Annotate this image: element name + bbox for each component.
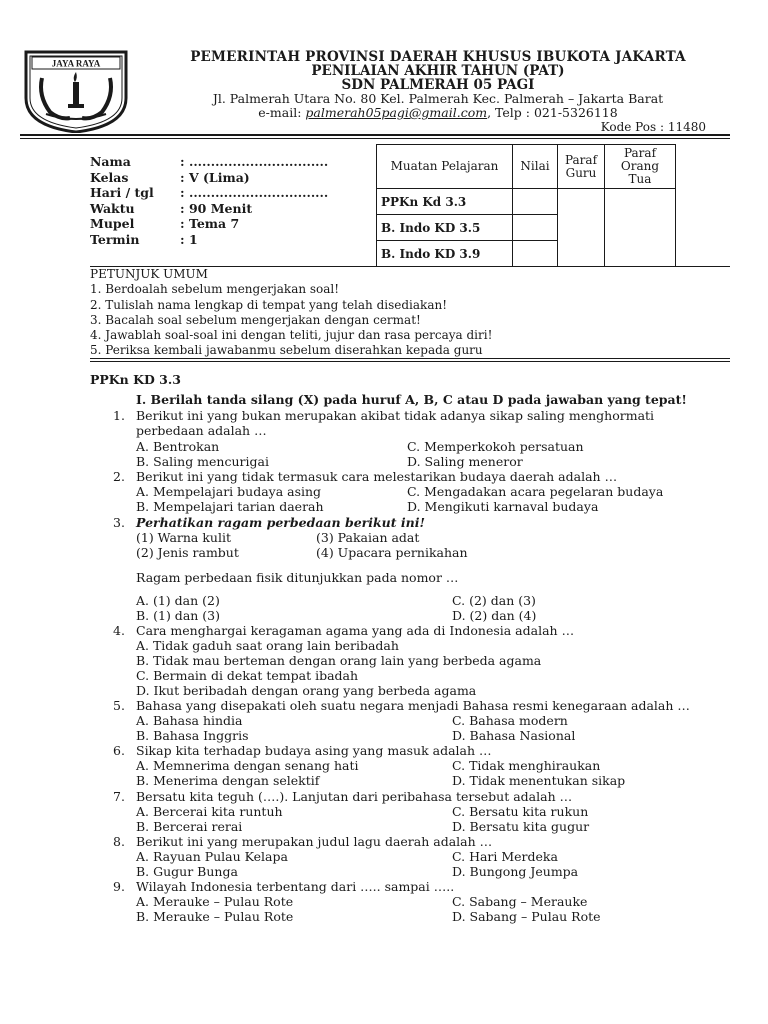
option-c[interactable]: C. (2) dan (3) bbox=[452, 593, 536, 608]
question-text: Cara menghargai keragaman agama yang ada di Indonesia adalah … bbox=[136, 623, 575, 638]
score-table bbox=[376, 144, 676, 267]
option-a[interactable]: A. Merauke – Pulau Rote bbox=[136, 894, 294, 909]
identity-label: Kelas bbox=[90, 169, 129, 185]
instruction-item: 2. Tulislah nama lengkap di tempat yang telah disediakan! bbox=[90, 297, 448, 312]
header-divider-thin bbox=[20, 138, 730, 139]
instruction-item: 5. Periksa kembali jawabanmu sebelum diserahkan kepada guru bbox=[90, 343, 483, 358]
score-header-nilai: Nilai bbox=[513, 145, 558, 189]
instructions-divider bbox=[90, 358, 730, 359]
header-divider bbox=[20, 134, 730, 136]
instruction-item: 1. Berdoalah sebelum mengerjakan soal! bbox=[90, 282, 340, 297]
option-b[interactable]: B. Gugur Bunga bbox=[136, 864, 238, 879]
option-b[interactable]: B. Menerima dengan selektif bbox=[136, 773, 320, 788]
option-a[interactable]: A. Bercerai kita runtuh bbox=[136, 804, 283, 819]
question-number: 8. bbox=[113, 834, 125, 849]
instructions-title: PETUNJUK UMUM bbox=[90, 266, 730, 282]
header-contact bbox=[150, 106, 726, 120]
diversity-item: (4) Upacara pernikahan bbox=[316, 545, 468, 560]
identity-value: : 1 bbox=[180, 231, 198, 247]
option-a[interactable]: A. Bahasa hindia bbox=[136, 713, 243, 728]
question-text: Perhatikan ragam perbedaan berikut ini! bbox=[136, 515, 425, 530]
diversity-item: (1) Warna kulit bbox=[136, 530, 231, 545]
score-row-subject: PPKn Kd 3.3 bbox=[377, 189, 513, 215]
option-b[interactable]: B. Tidak mau berteman dengan orang lain yang berbeda agama bbox=[136, 653, 542, 668]
identity-row-waktu bbox=[90, 201, 328, 217]
instruction-item: 4. Jawablah soal-soal ini dengan teliti, jujur dan rasa percaya diri! bbox=[90, 328, 493, 343]
option-b[interactable]: B. Bahasa Inggris bbox=[136, 728, 249, 743]
option-b[interactable]: B. Saling mencurigai bbox=[136, 454, 269, 469]
identity-label: Hari / tgl bbox=[90, 185, 154, 200]
identity-value: : Tema 7 bbox=[180, 216, 240, 231]
option-a[interactable]: A. (1) dan (2) bbox=[136, 593, 220, 608]
question-number: 4. bbox=[113, 623, 125, 638]
header-exam-title: PENILAIAN AKHIR TAHUN (PAT) bbox=[311, 63, 565, 79]
exercise-instruction: I. Berilah tanda silang (X) pada huruf A, B, C atau D pada jawaban yang tepat! bbox=[136, 392, 687, 407]
option-c[interactable]: C. Memperkokoh persatuan bbox=[407, 439, 584, 454]
question-text: Berikut ini yang bukan merupakan akibat tidak adanya sikap saling menghormati perbedaan adalah … bbox=[136, 408, 655, 439]
score-cell-paraf-guru[interactable] bbox=[558, 189, 605, 267]
identity-label: Termin bbox=[90, 231, 140, 247]
option-d[interactable]: D. Sabang – Pulau Rote bbox=[452, 909, 601, 924]
instructions-divider-thin bbox=[90, 361, 730, 362]
score-header-paraf-ortu: Paraf Orang Tua bbox=[605, 145, 676, 189]
header-address: Jl. Palmerah Utara No. 80 Kel. Palmerah Kec. Palmerah – Jakarta Barat bbox=[212, 91, 664, 106]
question-text: Bahasa yang disepakati oleh suatu negara menjadi Bahasa resmi kenegaraan adalah … bbox=[136, 698, 690, 713]
option-d[interactable]: D. Bersatu kita gugur bbox=[452, 819, 590, 834]
identity-row-kelas bbox=[90, 170, 328, 186]
identity-row-nama[interactable] bbox=[90, 154, 328, 170]
question-number: 5. bbox=[113, 698, 125, 713]
general-instructions bbox=[90, 266, 730, 359]
score-row-subject: B. Indo KD 3.9 bbox=[377, 241, 513, 267]
identity-label: Waktu bbox=[90, 200, 135, 216]
phone-text: , Telp : 021-5326118 bbox=[487, 105, 618, 120]
option-b[interactable]: B. Mempelajari tarian daerah bbox=[136, 499, 324, 514]
section-title: PPKn KD 3.3 bbox=[90, 372, 181, 387]
email-prefix: e-mail: bbox=[258, 105, 306, 120]
option-b[interactable]: B. (1) dan (3) bbox=[136, 608, 220, 623]
question-number: 2. bbox=[113, 469, 125, 484]
score-cell-nilai[interactable] bbox=[513, 215, 558, 241]
option-d[interactable]: D. Mengikuti karnaval budaya bbox=[407, 499, 599, 514]
score-cell-nilai[interactable] bbox=[513, 241, 558, 267]
option-a[interactable]: A. Memnerima dengan senang hati bbox=[136, 758, 359, 773]
identity-value: : 90 Menit bbox=[180, 200, 253, 216]
option-c[interactable]: C. Bahasa modern bbox=[452, 713, 568, 728]
question-number: 3. bbox=[113, 515, 125, 530]
option-d[interactable]: D. Ikut beribadah dengan orang yang berbeda agama bbox=[136, 683, 477, 698]
identity-row-hari[interactable] bbox=[90, 185, 328, 201]
option-a[interactable]: A. Rayuan Pulau Kelapa bbox=[136, 849, 288, 864]
instruction-item: 3. Bacalah soal sebelum mengerjakan dengan cermat! bbox=[90, 312, 421, 327]
option-c[interactable]: C. Tidak menghiraukan bbox=[452, 758, 601, 773]
question-number: 9. bbox=[113, 879, 125, 894]
option-c[interactable]: C. Mengadakan acara pegelaran budaya bbox=[407, 484, 664, 499]
student-identity bbox=[90, 154, 328, 247]
option-c[interactable]: C. Hari Merdeka bbox=[452, 849, 558, 864]
option-d[interactable]: D. (2) dan (4) bbox=[452, 608, 537, 623]
identity-row-termin bbox=[90, 232, 328, 248]
question-number: 6. bbox=[113, 743, 125, 758]
question-text: Sikap kita terhadap budaya asing yang masuk adalah … bbox=[136, 743, 492, 758]
email-link[interactable]: palmerah05pagi@gmail.com bbox=[305, 105, 488, 120]
option-d[interactable]: D. Saling meneror bbox=[407, 454, 523, 469]
question-number: 7. bbox=[113, 789, 125, 804]
score-cell-paraf-ortu[interactable] bbox=[605, 189, 676, 267]
diversity-item: (3) Pakaian adat bbox=[316, 530, 420, 545]
question-number: 1. bbox=[113, 408, 125, 423]
identity-value[interactable]: : ................................ bbox=[180, 154, 329, 169]
identity-value[interactable]: : ................................ bbox=[180, 185, 329, 200]
diversity-item: (2) Jenis rambut bbox=[136, 545, 239, 560]
question-text: Berikut ini yang merupakan judul lagu daerah adalah … bbox=[136, 834, 493, 849]
score-cell-nilai[interactable] bbox=[513, 189, 558, 215]
option-c[interactable]: C. Sabang – Merauke bbox=[452, 894, 588, 909]
identity-row-mupel bbox=[90, 216, 328, 232]
option-d[interactable]: D. Bahasa Nasional bbox=[452, 728, 576, 743]
score-row-subject: B. Indo KD 3.5 bbox=[377, 215, 513, 241]
option-d[interactable]: D. Tidak menentukan sikap bbox=[452, 773, 626, 788]
postal-code: Kode Pos : 11480 bbox=[600, 120, 706, 134]
score-header-subject: Muatan Pelajaran bbox=[377, 145, 513, 189]
option-c[interactable]: C. Bersatu kita rukun bbox=[452, 804, 589, 819]
option-a[interactable]: A. Bentrokan bbox=[136, 439, 220, 454]
identity-label: Mupel bbox=[90, 216, 135, 231]
question-prompt: Ragam perbedaan fisik ditunjukkan pada nomor … bbox=[136, 570, 459, 585]
header-school-name: SDN PALMERAH 05 PAGI bbox=[341, 77, 535, 93]
jakarta-emblem-logo bbox=[20, 48, 132, 133]
logo-motto: JAYA RAYA bbox=[51, 58, 101, 69]
score-header-paraf-guru: Paraf Guru bbox=[558, 145, 605, 189]
option-c[interactable]: C. Bermain di dekat tempat ibadah bbox=[136, 668, 359, 683]
question-text: Bersatu kita teguh (….). Lanjutan dari peribahasa tersebut adalah … bbox=[136, 789, 573, 804]
option-a[interactable]: A. Mempelajari budaya asing bbox=[136, 484, 322, 499]
header-government: PEMERINTAH PROVINSI DAERAH KHUSUS IBUKOTA JAKARTA bbox=[190, 49, 686, 65]
option-a[interactable]: A. Tidak gaduh saat orang lain beribadah bbox=[136, 638, 399, 653]
option-b[interactable]: B. Merauke – Pulau Rote bbox=[136, 909, 294, 924]
option-d[interactable]: D. Bungong Jeumpa bbox=[452, 864, 579, 879]
option-b[interactable]: B. Bercerai rerai bbox=[136, 819, 243, 834]
question-text: Wilayah Indonesia terbentang dari ….. sampai ….. bbox=[136, 879, 455, 894]
identity-label: Nama bbox=[90, 154, 131, 169]
identity-value: : V (Lima) bbox=[180, 169, 250, 185]
question-text: Berikut ini yang tidak termasuk cara melestarikan budaya daerah adalah … bbox=[136, 469, 618, 484]
